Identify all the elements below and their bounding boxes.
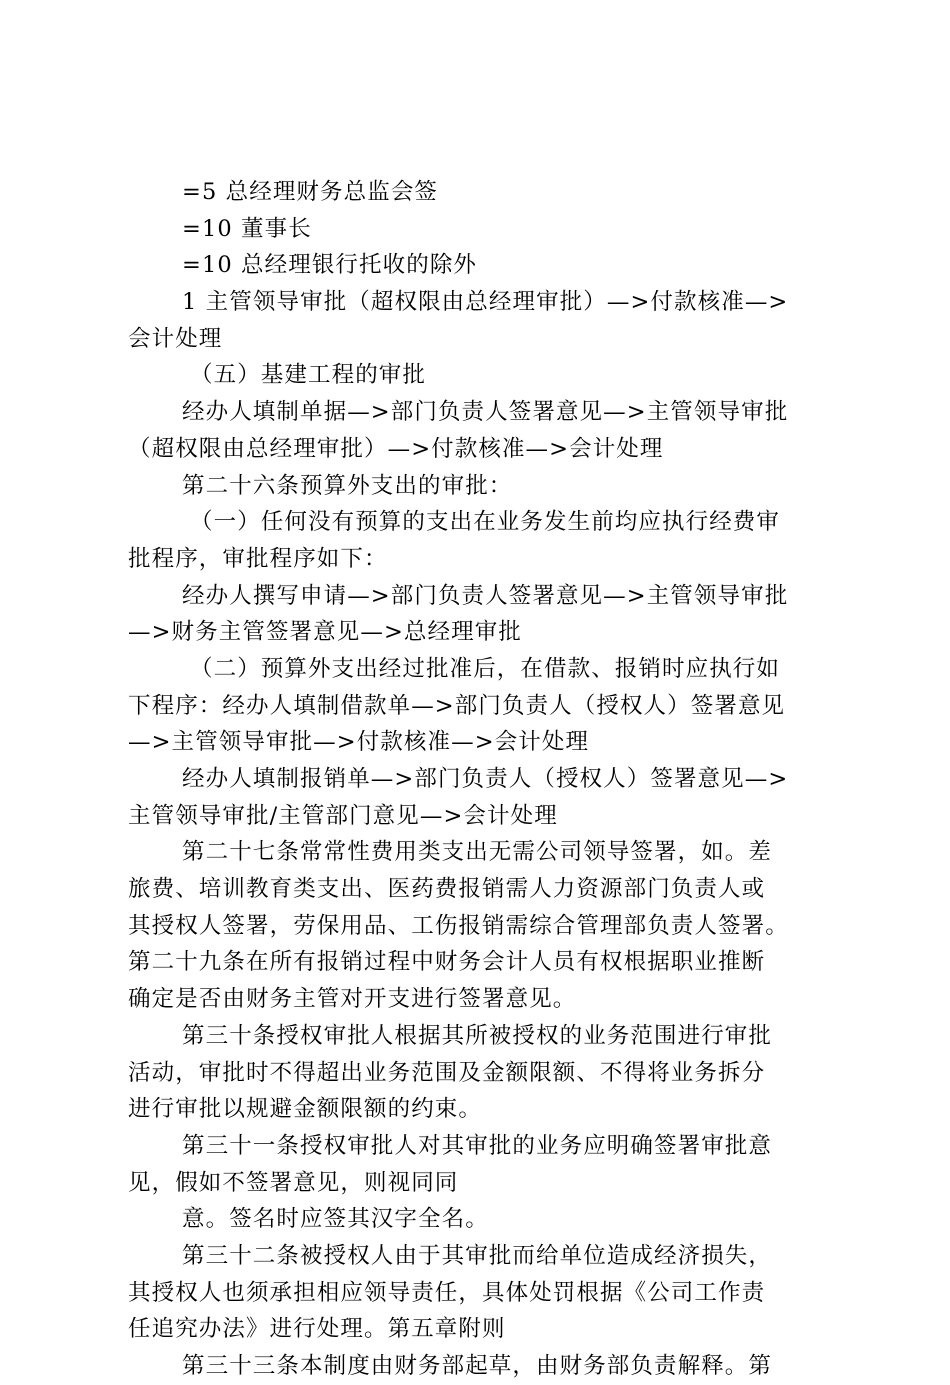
document-line: 经办人填制报销单—>部门负责人（授权人）签署意见—> [182,766,789,792]
document-line: （一）任何没有预算的支出在业务发生前均应执行经费审 [190,509,781,536]
document-line: 经办人填制单据—>部门负责人签署意见—>主管领导审批 [182,399,789,426]
document-line: 任追究办法》进行处理。第五章附则 [128,1316,506,1343]
document-line: （超权限由总经理审批）—>付款核准—>会计处理 [128,435,664,462]
document-line: 进行审批以规避金额限额的约束。 [128,1096,483,1123]
document-line: 确定是否由财务主管对开支进行签署意见。 [128,986,577,1013]
document-line: =10 总经理银行托收的除外 [182,252,478,279]
document-line: 经办人撰写申请—>部门负责人签署意见—>主管领导审批 [182,582,789,609]
document-line: 第三十一条授权审批人对其审批的业务应明确签署审批意 [182,1132,773,1159]
document-line: 第二十九条在所有报销过程中财务会计人员有权根据职业推断 [128,949,766,976]
document-line: 旅费、培训教育类支出、医药费报销需人力资源部门负责人或 [128,876,766,903]
document-body [128,174,838,1385]
document-line: 其授权人也须承担相应领导责任，具体处罚根据《公司工作责 [128,1279,766,1306]
document-line: 第二十六条预算外支出的审批： [182,472,513,499]
document-line: 第三十条授权审批人根据其所被授权的业务范围进行审批 [182,1022,773,1049]
document-line: 第三十二条被授权人由于其审批而给单位造成经济损失， [182,1242,773,1269]
document-line: 1 主管领导审批（超权限由总经理审批）—>付款核准—> [182,289,789,316]
document-line: 主管领导审批/主管部门意见—>会计处理 [128,802,558,829]
document-line: （五）基建工程的审批 [190,362,427,389]
document-line: （二）预算外支出经过批准后，在借款、报销时应执行如 [190,655,781,682]
document-line: 其授权人签署，劳保用品、工伤报销需综合管理部负责人签署。 [128,912,789,939]
document-line: 活动，审批时不得超出业务范围及金额限额、不得将业务拆分 [128,1059,766,1086]
document-line: =5 总经理财务总监会签 [182,179,439,205]
document-line: 意。签名时应签其汉字全名。 [182,1206,489,1233]
document-line: 下程序：经办人填制借款单—>部门负责人（授权人）签署意见 [128,692,786,719]
document-line: 第二十七条常常性费用类支出无需公司领导签署，如。差 [182,839,773,866]
document-line: 会计处理 [128,325,223,352]
document-line: =10 董事长 [182,215,312,242]
document-line: —>财务主管签署意见—>总经理审批 [128,619,522,646]
document-line: —>主管领导审批—>付款核准—>会计处理 [128,729,590,756]
document-line: 第三十三条本制度由财务部起草，由财务部负责解释。第 [182,1353,773,1379]
document-line: 见，假如不签署意见，则视同同 [128,1169,459,1196]
document-line: 批程序，审批程序如下： [128,545,388,572]
